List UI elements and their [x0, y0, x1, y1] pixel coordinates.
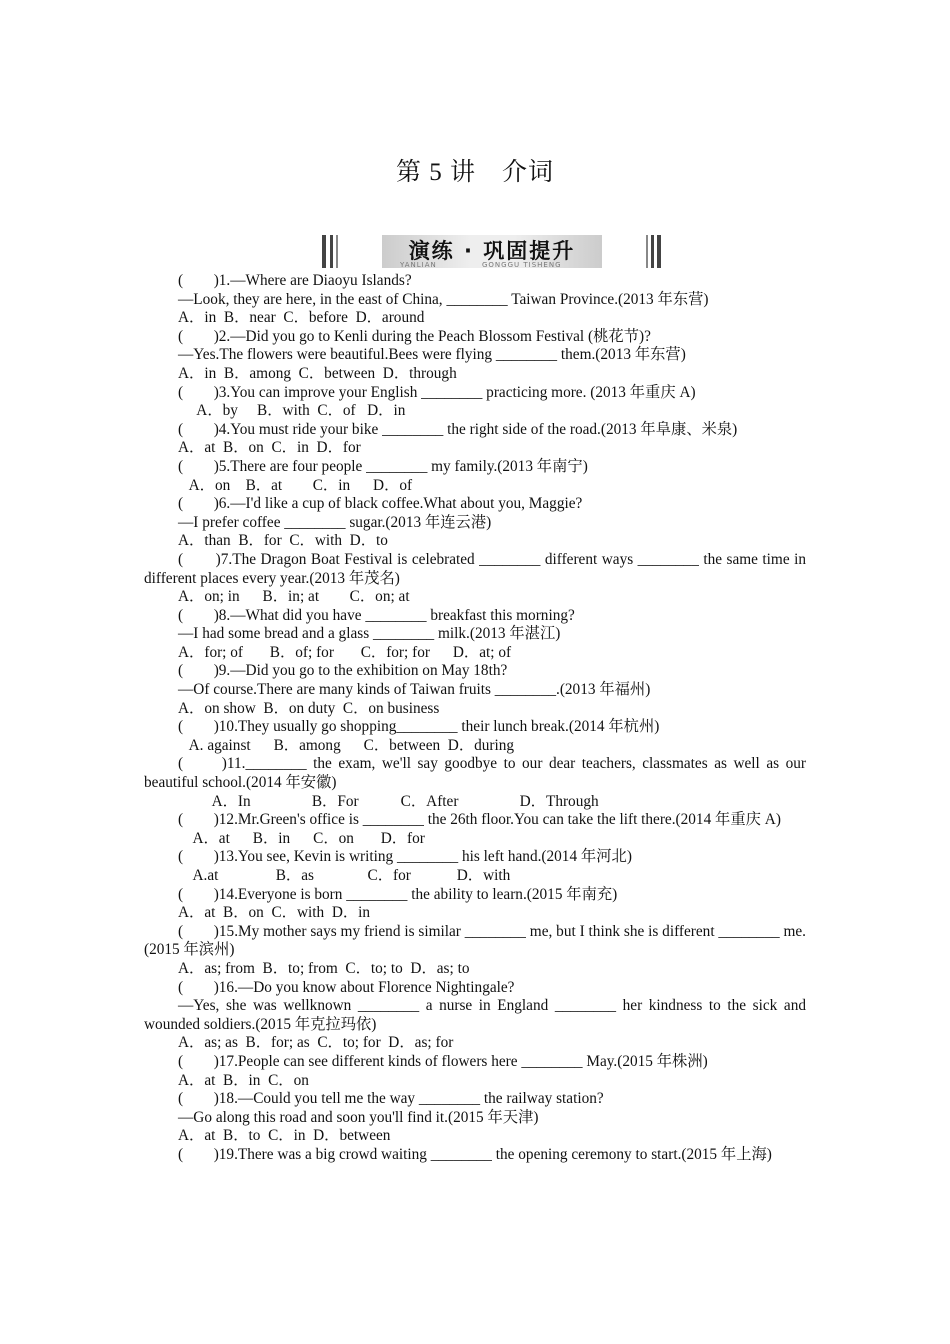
question-line: ( )18.—Could you tell me the way ________ the railway station? [178, 1090, 604, 1108]
banner-stripe [330, 235, 333, 268]
banner-heading: 演练 · 巩固提升 [408, 239, 576, 263]
exercise-line: —Yes.The flowers were beautiful.Bees were flying ________ them.(2013 年东营) [178, 346, 686, 364]
question-line: ( )9.—Did you go to the exhibition on May 18th? [178, 662, 508, 680]
question-line: ( )4.You must ride your bike ________ the right side of the road.(2013 年阜康、米泉) [178, 420, 738, 438]
exercise-line: A．on; in B．in; at C．on; at [178, 588, 410, 606]
exercise-line: A．as; from B．to; from C．to; to D．as; to [178, 959, 470, 977]
question-line: ( )17.People can see different kinds of flowers here ________ May.(2015 年株洲) [178, 1052, 708, 1070]
exercise-line: A．at B．in C．on [178, 1071, 309, 1089]
question-line: ( )13.You see, Kevin is writing ________ his left hand.(2014 年河北) [178, 848, 632, 866]
banner-stripe [657, 235, 661, 268]
question-line: ( )7.The Dragon Boat Festival is celebrated ________ different ways ________ the same time in different places every year.(2013 年茂名) [144, 550, 806, 587]
exercise-line: A．in B．near C．before D．around [178, 309, 425, 327]
question-line: ( )15.My mother says my friend is similar ________ me, but I think she is different ________ me.(2015 年滨州) [144, 922, 806, 959]
exercise-line: A．than B．for C．with D．to [178, 532, 388, 550]
exercise-line: A．by B．with C．of D．in [178, 402, 406, 420]
exercise-line: —Go along this road and soon you'll find it.(2015 年天津) [178, 1108, 539, 1126]
exercise-line: —Yes, she was wellknown ________ a nurse in England ________ her kindness to the sick and wounded soldiers.(2015 年克拉玛依) [144, 997, 806, 1033]
question-line: ( )1.—Where are Diaoyu Islands? [178, 272, 412, 289]
question-line: ( )11.________ the exam, we'll say goodbye to our dear teachers, classmates as well as our beautiful school.(2014 年安徽) [144, 755, 806, 792]
exercise-line: A．at B．in C．on D．for [178, 829, 425, 847]
banner-stripe [651, 235, 654, 268]
exercise-line: A．at B．on C．in D．for [178, 439, 361, 457]
exercise-line: A．in B．among C．between D．through [178, 364, 457, 382]
exercise-line: A．on B．at C．in D．of [178, 476, 413, 494]
section-banner [322, 235, 662, 269]
question-line: ( )5.There are four people ________ my family.(2013 年南宁) [178, 457, 588, 475]
exercise-line: A．for; of B．of; for C．for; for D．at; of [178, 643, 512, 661]
question-line: ( )19.There was a big crowd waiting ________ the opening ceremony to start.(2015 年上海) [178, 1145, 772, 1163]
question-line: ( )12.Mr.Green's office is ________ the 26th floor.You can take the lift there.(2014 年重庆 A) [178, 811, 781, 829]
exercise-line: A.at B．as C．for D．with [178, 867, 511, 884]
question-line: ( )8.—What did you have ________ breakfast this morning? [178, 606, 575, 624]
question-line: ( )16.—Do you know about Florence Nightingale? [178, 978, 515, 996]
question-line: ( )6.—I'd like a cup of black coffee.What about you, Maggie? [178, 495, 583, 513]
exercise-line: A．at B．to C．in D．between [178, 1127, 391, 1145]
exercise-line: A．at B．on C．with D．in [178, 904, 371, 922]
banner-stripe [646, 235, 648, 268]
question-line: ( )3.You can improve your English ________ practicing more. (2013 年重庆 A) [178, 383, 696, 401]
exercise-line: —Of course.There are many kinds of Taiwan fruits ________.(2013 年福州) [178, 681, 651, 699]
question-line: ( )14.Everyone is born ________ the ability to learn.(2015 年南充) [178, 885, 618, 903]
exercise-list [144, 272, 806, 1165]
question-line: ( )2.—Did you go to Kenli during the Peach Blossom Festival (桃花节)? [178, 327, 651, 345]
question-line: ( )10.They usually go shopping________ their lunch break.(2014 年杭州) [178, 718, 660, 736]
banner-subtitle-left: YANLIAN [400, 261, 437, 269]
exercise-line: —I had some bread and a glass ________ milk.(2013 年湛江) [178, 625, 561, 643]
exercise-line: A．as; as B．for; as C．to; for D．as; for [178, 1034, 454, 1052]
exercise-line: A．In B．For C．After D．Through [178, 792, 599, 810]
exercise-line: A．on show B．on duty C．on business [178, 699, 440, 717]
exercise-line: —I prefer coffee ________ sugar.(2013 年连云港) [178, 513, 492, 531]
exercise-line: A. against B．among C．between D．during [178, 736, 515, 754]
exercise-line: —Look, they are here, in the east of China, ________ Taiwan Province.(2013 年东营) [178, 290, 709, 308]
banner-subtitle-right: GONGGU TISHENG [482, 261, 562, 269]
page-title: 第 5 讲 介词 [395, 159, 554, 186]
banner-stripe [322, 235, 326, 268]
banner-stripe [336, 235, 338, 268]
